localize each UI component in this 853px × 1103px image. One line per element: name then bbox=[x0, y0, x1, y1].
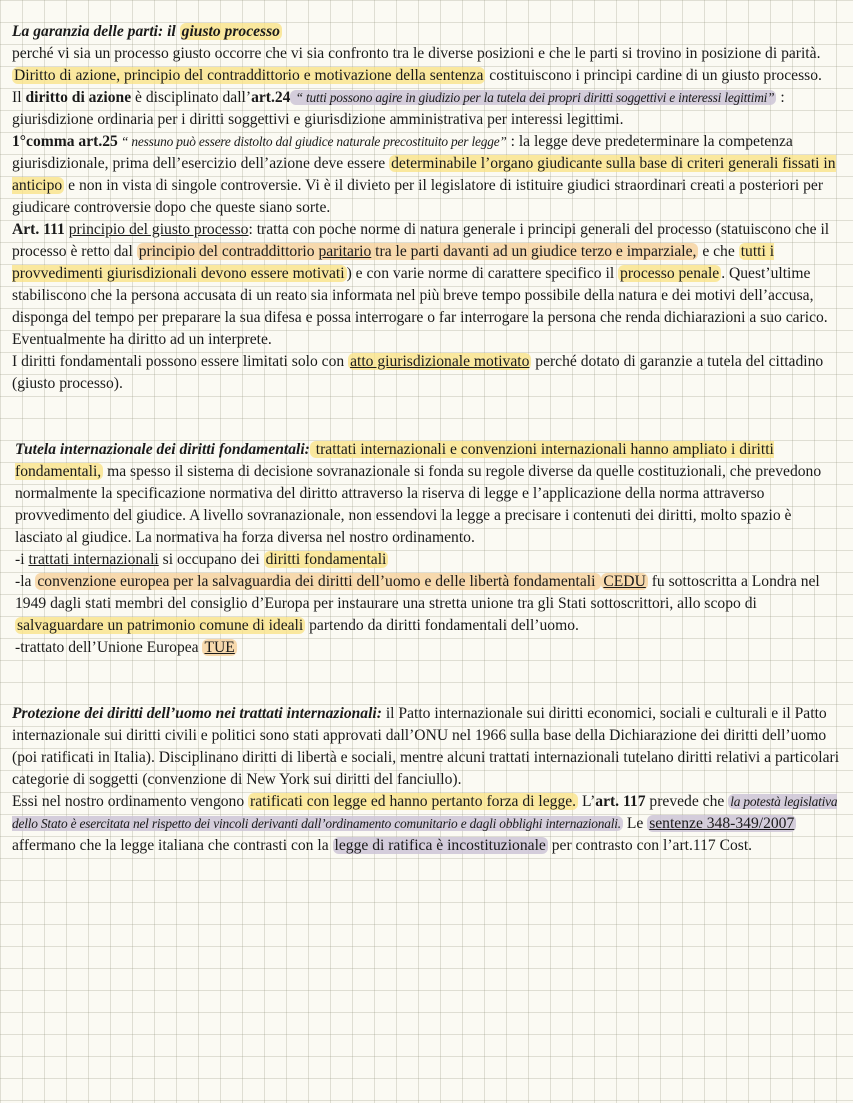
section-protezione-diritti bbox=[12, 703, 840, 857]
underlined-term: TUE bbox=[204, 639, 235, 656]
title-text: La garanzia delle parti: il bbox=[12, 23, 180, 40]
quote: “ nessuno può essere distolto dal giudice naturale precostituito per legge” bbox=[117, 134, 507, 149]
quote-highlight: la potestà legislativa dello Stato è esercitata nel rispetto dei vincoli derivanti dall’ordinamento comunitario e dagli obblighi internazionali. bbox=[12, 794, 838, 831]
text: costituiscono i principi cardine di un giusto processo. bbox=[485, 67, 822, 84]
section-giusto-processo bbox=[12, 21, 840, 395]
section-tutela-internazionale bbox=[12, 439, 840, 659]
text: -trattato dell’Unione Europea bbox=[15, 639, 203, 656]
highlight: giusto processo bbox=[181, 23, 280, 40]
spacer bbox=[12, 395, 840, 439]
highlight: atto giurisdizionale motivato bbox=[350, 353, 530, 370]
highlight bbox=[137, 243, 699, 260]
text: L’ bbox=[578, 793, 596, 810]
text: Essi nel nostro ordinamento vengono bbox=[12, 793, 249, 810]
text: si occupano dei bbox=[158, 551, 264, 568]
section-title: Protezione dei diritti dell’uomo nei trattati internazionali: bbox=[12, 705, 382, 722]
section-title bbox=[12, 23, 282, 40]
text: è disciplinato dall’ bbox=[131, 89, 252, 106]
highlight: processo penale bbox=[620, 265, 720, 282]
highlight: Diritto di azione, principio del contraddittorio e motivazione della sentenza bbox=[14, 67, 484, 84]
text: I diritti fondamentali possono essere limitati solo con bbox=[12, 353, 349, 370]
bold-term: art.24 bbox=[251, 89, 291, 106]
highlight: convenzione europea per la salvaguardia dei diritti dell’uomo e delle libertà fondamentali bbox=[37, 573, 600, 590]
underlined-term: paritario bbox=[318, 243, 372, 260]
bold-term: diritto di azione bbox=[25, 89, 132, 106]
text: affermano che la legge italiana che contrasti con la bbox=[12, 837, 333, 854]
text: perché dotato di garanzie a tutela del cittadino (giusto processo). bbox=[12, 353, 824, 392]
underlined-term: CEDU bbox=[603, 573, 646, 590]
text: . Quest’ultime stabiliscono che la persona accusata di un reato sia informata nel più breve tempo possibile della natura e dei motivi dell’accusa, disponga del tempo per preparare la sua difesa e possa interrogare o far interrogare la persona che renda dichiarazioni a suo carico. Eventualmente ha diritto ad un interprete. bbox=[12, 265, 828, 348]
highlight: trattati internazionali e convenzioni internazionali hanno ampliato i diritti fondamentali, bbox=[15, 441, 774, 480]
spacer bbox=[12, 659, 840, 703]
text: Il bbox=[12, 89, 26, 106]
text: il Patto internazionale sui diritti economici, sociali e culturali e il Patto internazionale sui diritti civili e politici sono stati approvati dall’ONU nel 1966 sulla base della Dichiarazione dei diritti dell’uomo (poi ratificati in Italia). Disciplinano diritti di libertà e sociali, mentre alcuni trattati internazionali tutelano diritti relativi a particolari categorie di soggetti (convenzione di New York sui diritti del fanciullo). bbox=[12, 705, 840, 788]
highlight: diritti fondamentali bbox=[265, 551, 387, 568]
underlined-term: trattati internazionali bbox=[28, 551, 159, 568]
bold-term: Art. 111 bbox=[12, 221, 65, 238]
highlight: salvaguardare un patrimonio comune di ideali bbox=[17, 617, 304, 634]
section-title: Tutela internazionale dei diritti fondamentali: bbox=[15, 441, 310, 458]
bold-term: art. 117 bbox=[595, 793, 646, 810]
highlight: legge di ratifica è incostituzionale bbox=[334, 837, 546, 854]
underlined-term: sentenze 348-349/2007 bbox=[649, 815, 795, 832]
text: ) e con varie norme di carattere specifico il bbox=[346, 265, 619, 282]
text: : tratta con poche norme di natura generale i principi generali del processo (statuiscono che il processo è retto dal bbox=[12, 221, 830, 260]
highlight-text: tra le parti davanti ad un giudice terzo e imparziale, bbox=[371, 243, 697, 260]
text: per contrasto con l’art.117 Cost. bbox=[547, 837, 753, 854]
text: -i bbox=[15, 551, 29, 568]
text: e che bbox=[698, 243, 739, 260]
text: fu sottoscritta a Londra nel 1949 dagli stati membri del consiglio d’Europa per instaurare una stretta unione tra gli Stati sottoscrittori, allo scopo di bbox=[15, 573, 820, 612]
highlight: tutti i provvedimenti giurisdizionali devono essere motivati bbox=[12, 243, 775, 282]
text: partendo da diritti fondamentali dell’uomo. bbox=[305, 617, 579, 634]
highlight-text: principio del contraddittorio bbox=[138, 243, 319, 260]
underlined-term: principio del giusto processo bbox=[68, 221, 249, 238]
text: prevede che bbox=[645, 793, 729, 810]
highlight: determinabile l’organo giudicante sulla base di criteri generali fissati in anticipo bbox=[12, 155, 836, 194]
text: perché vi sia un processo giusto occorre che vi sia confronto tra le diverse posizioni e che le parti si trovino in posizione di parità. bbox=[12, 45, 821, 62]
text: : giurisdizione ordinaria per i diritti soggettivi e giurisdizione amministrativa per interessi legittimi. bbox=[12, 89, 785, 128]
text: Le bbox=[622, 815, 648, 832]
text: : la legge deve predeterminare la competenza giurisdizionale, prima dell’esercizio dell’azione deve essere bbox=[12, 133, 793, 172]
text: e non in vista di singole controversie. Vi è il divieto per il legislatore di istituire giudici straordinari creati a posteriori per giudicare controversie dopo che queste siano sorte. bbox=[12, 177, 824, 216]
text: -la bbox=[15, 573, 36, 590]
text: ma spesso il sistema di decisione sovranazionale si fonda su regole diverse da quelle costituzionali, che prevedono normalmente la specificazione normativa del diritto attraverso la riserva di legge e l’applicazione della norma attraverso provvedimento del giudice. A livello sovranazionale, non essendovi la legge a precisare i contenuti dei diritti, molto spazio è lasciato al giudice. La normativa ha forza diversa nel nostro ordinamento. bbox=[15, 463, 822, 546]
quote-highlight: “ tutti possono agire in giudizio per la tutela dei propri diritti soggettivi e interessi legittimi” bbox=[292, 90, 775, 105]
highlight: ratificati con legge ed hanno pertanto forza di legge. bbox=[250, 793, 577, 810]
bold-term: 1°comma art.25 bbox=[12, 133, 118, 150]
